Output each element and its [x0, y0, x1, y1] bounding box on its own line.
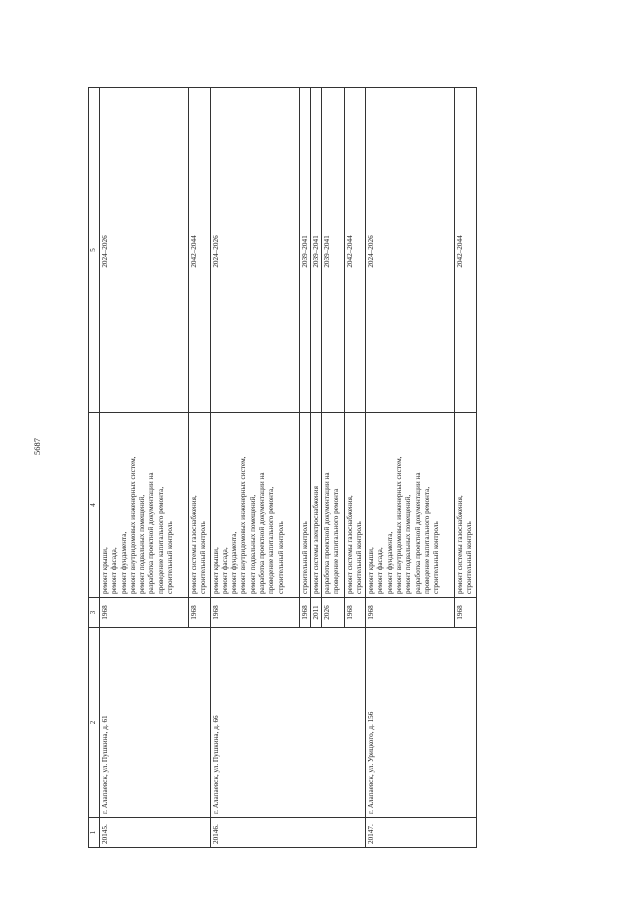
- entry-number: 20145.: [100, 818, 211, 848]
- entry-works: [321, 413, 344, 598]
- work-line: разработка проектной документации на: [413, 472, 422, 594]
- entry-number: 20146.: [210, 818, 366, 848]
- header-row: [89, 88, 100, 848]
- work-line: ремонт внутридомовых инженерных систем,: [128, 456, 137, 594]
- work-line: строительный контроль: [166, 521, 175, 594]
- work-line: ремонт системы электроснабжения: [311, 486, 320, 594]
- header-col-4: 4: [89, 413, 100, 598]
- header-col-5: 5: [89, 88, 100, 413]
- table-row: [366, 88, 455, 848]
- work-line: ремонт подвальных помещений,: [138, 494, 147, 594]
- entry-period: 2039–2041: [310, 88, 321, 413]
- entry-year: 2026: [321, 598, 344, 628]
- entry-works: [189, 413, 211, 598]
- entry-works: [344, 413, 366, 598]
- table-row: [100, 88, 189, 848]
- work-line: проведение капитального ремонта,: [422, 486, 431, 594]
- work-line: ремонт подвальных помещений,: [248, 494, 257, 594]
- work-line: строительный контроль: [465, 521, 474, 594]
- entry-year: 1968: [344, 598, 366, 628]
- entry-year: 1968: [100, 598, 189, 628]
- entry-works: [310, 413, 321, 598]
- work-line: ремонт системы газоснабжения,: [456, 495, 465, 594]
- work-line: разработка проектной документации на: [147, 472, 156, 594]
- rotated-table-container: [88, 88, 518, 848]
- work-line: ремонт фасада,: [220, 547, 229, 594]
- work-line: строительный контроль: [354, 521, 363, 594]
- entry-address: г. Алапаевск, ул. Урицкого, д. 156: [366, 628, 477, 818]
- work-line: ремонт крыши,: [101, 547, 109, 594]
- entry-period: 2042–2044: [189, 88, 211, 413]
- work-line: ремонт фасада,: [110, 547, 119, 594]
- entry-address: г. Алапаевск, ул. Пушкина, д. 61: [100, 628, 211, 818]
- work-line: ремонт системы газоснабжения,: [190, 495, 198, 594]
- work-line: ремонт системы газоснабжения,: [345, 495, 354, 594]
- entry-works: [366, 413, 455, 598]
- entry-year: 1968: [455, 598, 477, 628]
- entry-year: 2011: [310, 598, 321, 628]
- work-line: строительный контроль: [300, 521, 309, 594]
- entry-year: 1968: [366, 598, 455, 628]
- work-line: разработка проектной документации на: [322, 472, 331, 594]
- entry-period: 2024–2026: [366, 88, 455, 413]
- entry-year: 1968: [210, 598, 299, 628]
- entry-period: 2042–2044: [455, 88, 477, 413]
- entry-year: 1968: [189, 598, 211, 628]
- header-col-1: 1: [89, 818, 100, 848]
- entry-works: [100, 413, 189, 598]
- page-number: 5687: [32, 438, 42, 455]
- entry-period: 2024–2026: [210, 88, 299, 413]
- work-line: строительный контроль: [432, 521, 441, 594]
- work-line: ремонт фасада,: [376, 547, 385, 594]
- work-line: ремонт крыши,: [367, 547, 376, 594]
- work-line: ремонт фундамента,: [230, 531, 239, 594]
- entry-works: [299, 413, 310, 598]
- entry-number: 20147.: [366, 818, 477, 848]
- entry-period: 2039–2041: [321, 88, 344, 413]
- work-line: проведение капитального ремонта,: [267, 486, 276, 594]
- work-line: ремонт фундамента,: [119, 531, 128, 594]
- work-line: строительный контроль: [276, 521, 285, 594]
- entry-works: [210, 413, 299, 598]
- entry-period: 2042–2044: [344, 88, 366, 413]
- entry-period: 2024–2026: [100, 88, 189, 413]
- work-line: ремонт внутридомовых инженерных систем,: [395, 456, 404, 594]
- entry-period: 2039–2041: [299, 88, 310, 413]
- work-line: проведение капитального ремонта: [331, 488, 340, 594]
- header-col-3: 3: [89, 598, 100, 628]
- work-line: проведение капитального ремонта,: [156, 486, 165, 594]
- entry-year: 1968: [299, 598, 310, 628]
- entry-address: г. Алапаевск, ул. Пушкина, д. 66: [210, 628, 366, 818]
- work-line: ремонт крыши,: [211, 547, 220, 594]
- work-line: строительный контроль: [199, 521, 208, 594]
- work-line: ремонт внутридомовых инженерных систем,: [239, 456, 248, 594]
- header-col-2: 2: [89, 628, 100, 818]
- entry-works: [455, 413, 477, 598]
- table-row: [210, 88, 299, 848]
- work-line: разработка проектной документации на: [258, 472, 267, 594]
- repair-schedule-table: [88, 87, 477, 848]
- work-line: ремонт фундамента,: [385, 531, 394, 594]
- work-line: ремонт подвальных помещений,: [404, 494, 413, 594]
